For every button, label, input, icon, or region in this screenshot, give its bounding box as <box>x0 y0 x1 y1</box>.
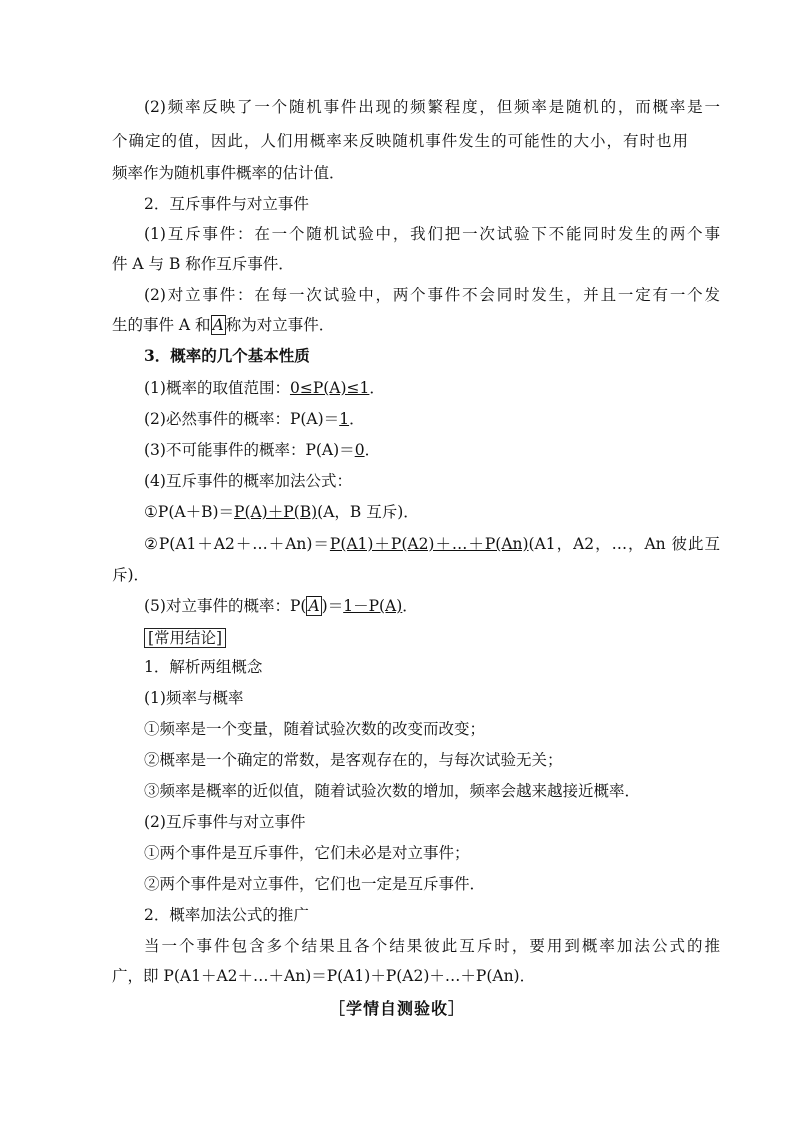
conclusion-heading-2: 2．概率加法公式的推广 <box>144 906 309 924</box>
property-certain-answer: 1 <box>339 410 350 428</box>
formula-1-condition: (A，B 互斥)． <box>317 503 419 521</box>
conclusion-item-1: ①频率是一个变量，随着试验次数的改变而改变； <box>144 720 486 738</box>
conclusion-heading-1: 1．解析两组概念 <box>144 658 263 676</box>
property-impossible-answer: 0 <box>354 441 365 459</box>
property-range: (1)概率的取值范围：0≤P(A)≤1． <box>144 379 385 397</box>
a-complement-symbol: $\overline{A}$ <box>308 597 320 615</box>
generalization-line-2: 广，即 P(A1＋A2＋…＋An)＝P(A1)＋P(A2)＋…＋P(An)． <box>112 967 536 985</box>
formula-addition-n <box>144 534 720 554</box>
para-frequency-line-2: 个确定的值，因此，人们用概率来反映随机事件发生的可能性的大小，有时也用 <box>112 132 688 150</box>
property-certain: (2)必然事件的概率：P(A)＝1． <box>144 410 365 428</box>
formula-2-lhs: ②P(A1＋A2＋…＋An)＝ <box>144 535 330 553</box>
opposite-def-line-2 <box>112 315 688 335</box>
formula-addition-n-cont: 斥)． <box>112 566 150 584</box>
generalization-line-1: 当一个事件包含多个结果且各个结果彼此互斥时，要用到概率加法公式的推 <box>144 937 720 955</box>
property-certain-label: (2)必然事件的概率：P(A)＝ <box>144 410 340 428</box>
mutex-def-line-2: 件 A 与 B 称作互斥事件． <box>112 255 294 273</box>
conclusion-item-5: ②两个事件是对立事件，它们也一定是互斥事件． <box>144 875 486 893</box>
para-frequency-line-3: 频率作为随机事件概率的估计值． <box>112 164 345 182</box>
heading-mutex-opposite: 2．互斥事件与对立事件 <box>144 195 309 213</box>
conclusion-item-3: ③频率是概率的近似值，随着试验次数的增加，频率会越来越接近概率． <box>144 782 641 800</box>
property-opposite <box>144 596 720 616</box>
formula-1-answer: P(A)＋P(B) <box>234 503 318 521</box>
formula-addition-two <box>144 502 720 522</box>
property-opposite-end: ． <box>402 597 418 615</box>
property-impossible: (3)不可能事件的概率：P(A)＝0． <box>144 441 381 459</box>
formula-1-lhs: ①P(A＋B)＝ <box>144 503 235 521</box>
para-frequency-line-1: (2)频率反映了一个随机事件出现的频繁程度，但频率是随机的，而概率是一 <box>144 98 720 116</box>
common-conclusions-tag: [常用结论] <box>144 628 226 648</box>
common-conclusions-tag-row <box>144 628 720 648</box>
property-range-label: (1)概率的取值范围： <box>144 379 290 397</box>
property-opposite-answer: 1－P(A) <box>343 597 403 615</box>
opposite-text-b: 称为对立事件． <box>225 316 335 334</box>
formula-2-answer: P(A1)＋P(A2)＋…＋P(An) <box>329 535 529 553</box>
opposite-text-a: 生的事件 A 和 <box>112 316 211 334</box>
property-opposite-label: (5)对立事件的概率：P( <box>144 597 307 615</box>
conclusion-item-4: ①两个事件是互斥事件，它们未必是对立事件； <box>144 844 470 862</box>
heading-basic-properties: 3．概率的几个基本性质 <box>144 346 310 365</box>
property-opposite-eq: )＝ <box>321 597 344 615</box>
property-range-answer: 0≤P(A)≤1 <box>289 379 370 397</box>
a-complement-symbol: $\overline{A}$ <box>212 316 224 334</box>
conclusion-sub-1: (1)频率与概率 <box>144 689 244 707</box>
property-impossible-label: (3)不可能事件的概率：P(A)＝ <box>144 441 355 459</box>
section-title: ［学情自测验收］ <box>328 999 465 1018</box>
conclusion-sub-2: (2)互斥事件与对立事件 <box>144 813 306 831</box>
opposite-def-line-1: (2)对立事件：在每一次试验中，两个事件不会同时发生，并且一定有一个发 <box>144 286 720 304</box>
formula-2-condition: (A1，A2，…，An 彼此互 <box>528 535 720 553</box>
property-addition-heading: (4)互斥事件的概率加法公式： <box>144 472 352 490</box>
mutex-def-line-1: (1)互斥事件：在一个随机试验中，我们把一次试验下不能同时发生的两个事 <box>144 225 720 243</box>
conclusion-item-2: ②概率是一个确定的常数，是客观存在的，与每次试验无关； <box>144 751 563 769</box>
